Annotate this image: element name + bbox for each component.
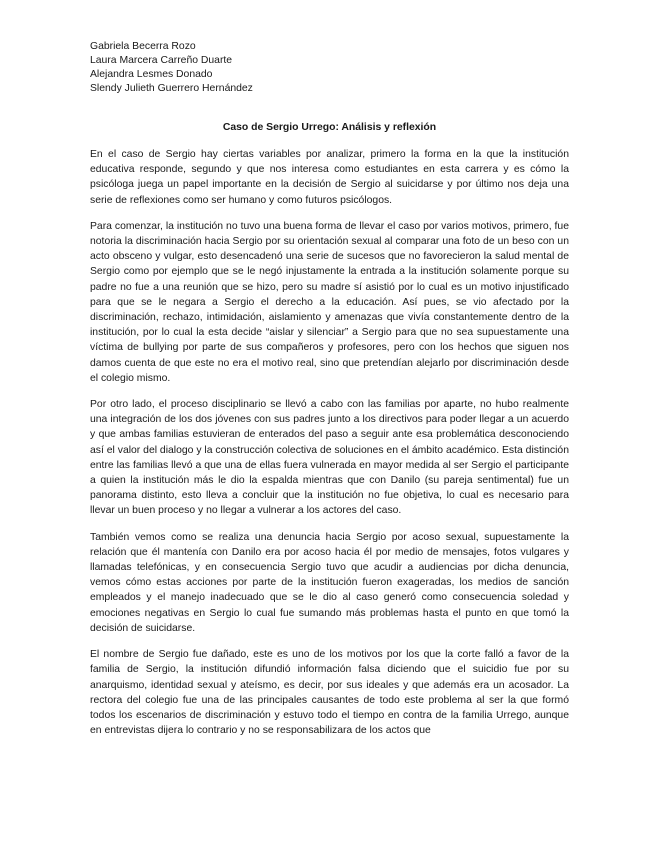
paragraph: Por otro lado, el proceso disciplinario se llevó a cabo con las familias por aparte, no hubo realmente una integración de los dos jóvenes con sus padres junto a los directivos para poder llegar a un acuerdo y que ambas familias estuvieran de enterados del paso a seguir ante esa problemática desconociendo así el valor del dialogo y la construcción colectiva de soluciones en el ámbito académico. Esta distinción entre las familias llevó a que una de ellas fuera vulnerada en mayor medida al ser Sergio el participante a quien la institución más le dio la espalda mientras que con Danilo (su pareja sentimental) fue un panorama distinto, esto lleva a concluir que la institución no fue objetiva, lo cual es necesario para llevar un buen proceso y no llegar a vulnerar a los actores del caso.	[90, 399, 569, 517]
document-body	[90, 147, 569, 749]
paragraph: También vemos como se realiza una denuncia hacia Sergio por acoso sexual, supuestamente la relación que él mantenía con Danilo era por acoso hacia él por medio de mensajes, fotos vulgares y llamadas telefónicas, y en consecuencia Sergio tuvo que acudir a audiencias por dicha denuncia, vemos cómo estas acciones por parte de la institución fueron exageradas, los medios de sanción empleados y el manejo inadecuado que se le dio al caso generó como consecuencia soledad y emociones negativas en Sergio lo cual fue sumando más problemas hasta el punto en que tomó la decisión de suicidarse.	[90, 531, 569, 634]
author-list	[90, 40, 570, 96]
author-name: Laura Marcera Carreño Duarte	[90, 55, 233, 66]
document-title: Caso de Sergio Urrego: Análisis y reflexión	[222, 122, 437, 133]
paragraph: En el caso de Sergio hay ciertas variables por analizar, primero la forma en la que la institución educativa responde, segundo y que nos interesa como estudiantes en esta carrera y es cómo la psicóloga juega un papel importante en la decisión de Sergio al suicidarse y por último nos deja una serie de reflexiones como ser humano y como futuros psicólogos.	[90, 149, 569, 206]
author-name: Alejandra Lesmes Donado	[90, 69, 213, 80]
paragraph: Para comenzar, la institución no tuvo una buena forma de llevar el caso por varios motivos, primero, fue notoria la discriminación hacia Sergio por su orientación sexual al comparar una foto de un beso con un acto obsceno y vulgar, esto desencadenó una serie de sucesos que no favorecieron la salud mental de Sergio como por ejemplo que se le negó injustamente la entrada a la institución solamente porque su padre no fue a una reunión que se hizo, pero su madre sí asistió por lo cual es un motivo injustificado para que se le negara a Sergio el derecho a la educación. Así pues, se vio afectado por la discriminación, rechazo, intimidación, aislamiento y amenazas que vivía constantemente dentro de la institución, por lo cual la esta decide “aislar y silenciar” a Sergio para que no sea supuestamente una víctima de bullying por parte de sus compañeros y profesores, pero con los hechos que siguen nos damos cuenta de que este no era el motivo real, sino que pretendían alejarlo por discriminación desde el colegio mismo.	[90, 220, 569, 384]
author-name: Slendy Julieth Guerrero Hernández	[90, 83, 253, 94]
paragraph: El nombre de Sergio fue dañado, este es uno de los motivos por los que la corte falló a favor de la familia de Sergio, la institución difundió información falsa diciendo que el suicidio fue por su anarquismo, identidad sexual y ateísmo, es decir, por sus ideales y que además era un acosador. La rectora del colegio fue una de las principales causantes de todo este problema al ser la que formó todos los escenarios de discriminación y estuvo todo el tiempo en contra de la familia Urrego, aunque en entrevistas dijera lo contrario y no se responsabilizara de los actos que	[90, 649, 569, 737]
author-name: Gabriela Becerra Rozo	[90, 41, 196, 52]
